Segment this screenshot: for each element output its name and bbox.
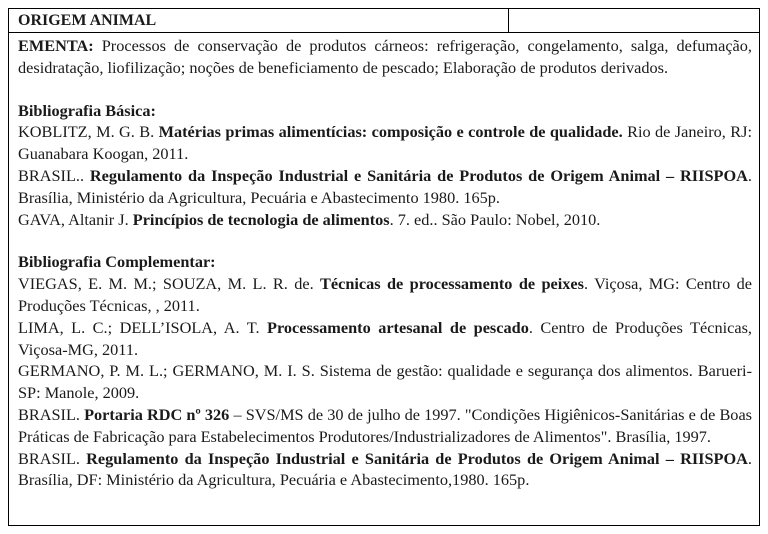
reference-item [18,404,752,448]
reference-item [18,121,752,165]
reference-item [18,317,752,361]
table-body-cell [18,35,752,491]
ref-title: Matérias primas alimentícias: composição e controle de qualidade. [158,122,623,142]
reference-item [18,273,752,317]
reference-item [18,448,752,492]
ref-details: . Brasília, Ministério da Agricultura, Pecuária e Abastecimento 1980. 165p. [18,165,752,207]
header-divider [508,9,509,32]
ref-details: . Brasília, DF: Ministério da Agricultura, Pecuária e Abastecimento,1980. 165p. [18,448,752,490]
ref-authors: GERMANO, P. M. L.; GERMANO, M. I. S. Sistema de gestão: qualidade e segurança dos alimentos. Barueri-SP: Manole, 2009. [18,361,752,403]
ref-title: Regulamento da Inspeção Industrial e Sanitária de Produtos de Origem Animal – RIISPOA [86,448,748,468]
ref-title: Princípios de tecnologia de alimentos [132,209,390,229]
ref-details: . Centro de Produções Técnicas, Viçosa-MG, 2011. [18,317,752,359]
ref-title: Regulamento da Inspeção Industrial e Sanitária de Produtos de Origem Animal – RIISPOA [89,165,748,185]
syllabus-table [8,8,760,526]
ementa-text: Processos de conservação de produtos cárneos: refrigeração, congelamento, salga, defumação, desidratação, liofilização; noções de beneficiamento de pescado; Elaboração de produtos derivados. [18,36,752,77]
spacer [18,230,752,251]
ref-details: – SVS/MS de 30 de julho de 1997. "Condições Higiênicos-Sanitárias e de Boas Práticas de Fabricação para Estabelecimentos Produtores/Industrializadores de Alimentos". Brasília, 1997. [18,404,753,446]
table-header-row [9,9,759,33]
ref-authors: VIEGAS, E. M. M.; SOUZA, M. L. R. de. [18,274,321,294]
ref-details: . Viçosa, MG: Centro de Produções Técnicas, , 2011. [18,274,752,315]
basica-heading [18,100,752,122]
ref-authors: LIMA, L. C.; DELL’ISOLA, A. T. [18,317,268,337]
basica-heading-text: Bibliografia Básica: [18,100,156,120]
ementa-label: EMENTA: [18,36,94,55]
ementa-paragraph [18,35,752,79]
ref-title: Portaria RDC nº 326 [84,404,230,424]
complementar-heading-text: Bibliografia Complementar: [18,252,216,272]
reference-item [18,360,752,404]
ref-title: Técnicas de processamento de peixes [320,274,584,294]
spacer [18,79,752,100]
reference-item [18,209,752,231]
ref-authors: BRASIL. [18,404,85,424]
ref-title: Processamento artesanal de pescado [267,317,529,337]
complementar-heading [18,251,752,273]
ref-authors: GAVA, Altanir J. [18,209,133,229]
ref-authors: BRASIL. [18,448,87,468]
ref-details: Rio de Janeiro, RJ: Guanabara Koogan, 2011. [18,122,752,164]
section-title: ORIGEM ANIMAL [18,12,157,29]
ref-authors: KOBLITZ, M. G. B. [18,122,159,142]
reference-item [18,165,752,209]
ref-authors: BRASIL.. [18,165,90,185]
ref-details: . 7. ed.. São Paulo: Nobel, 2010. [389,209,601,229]
